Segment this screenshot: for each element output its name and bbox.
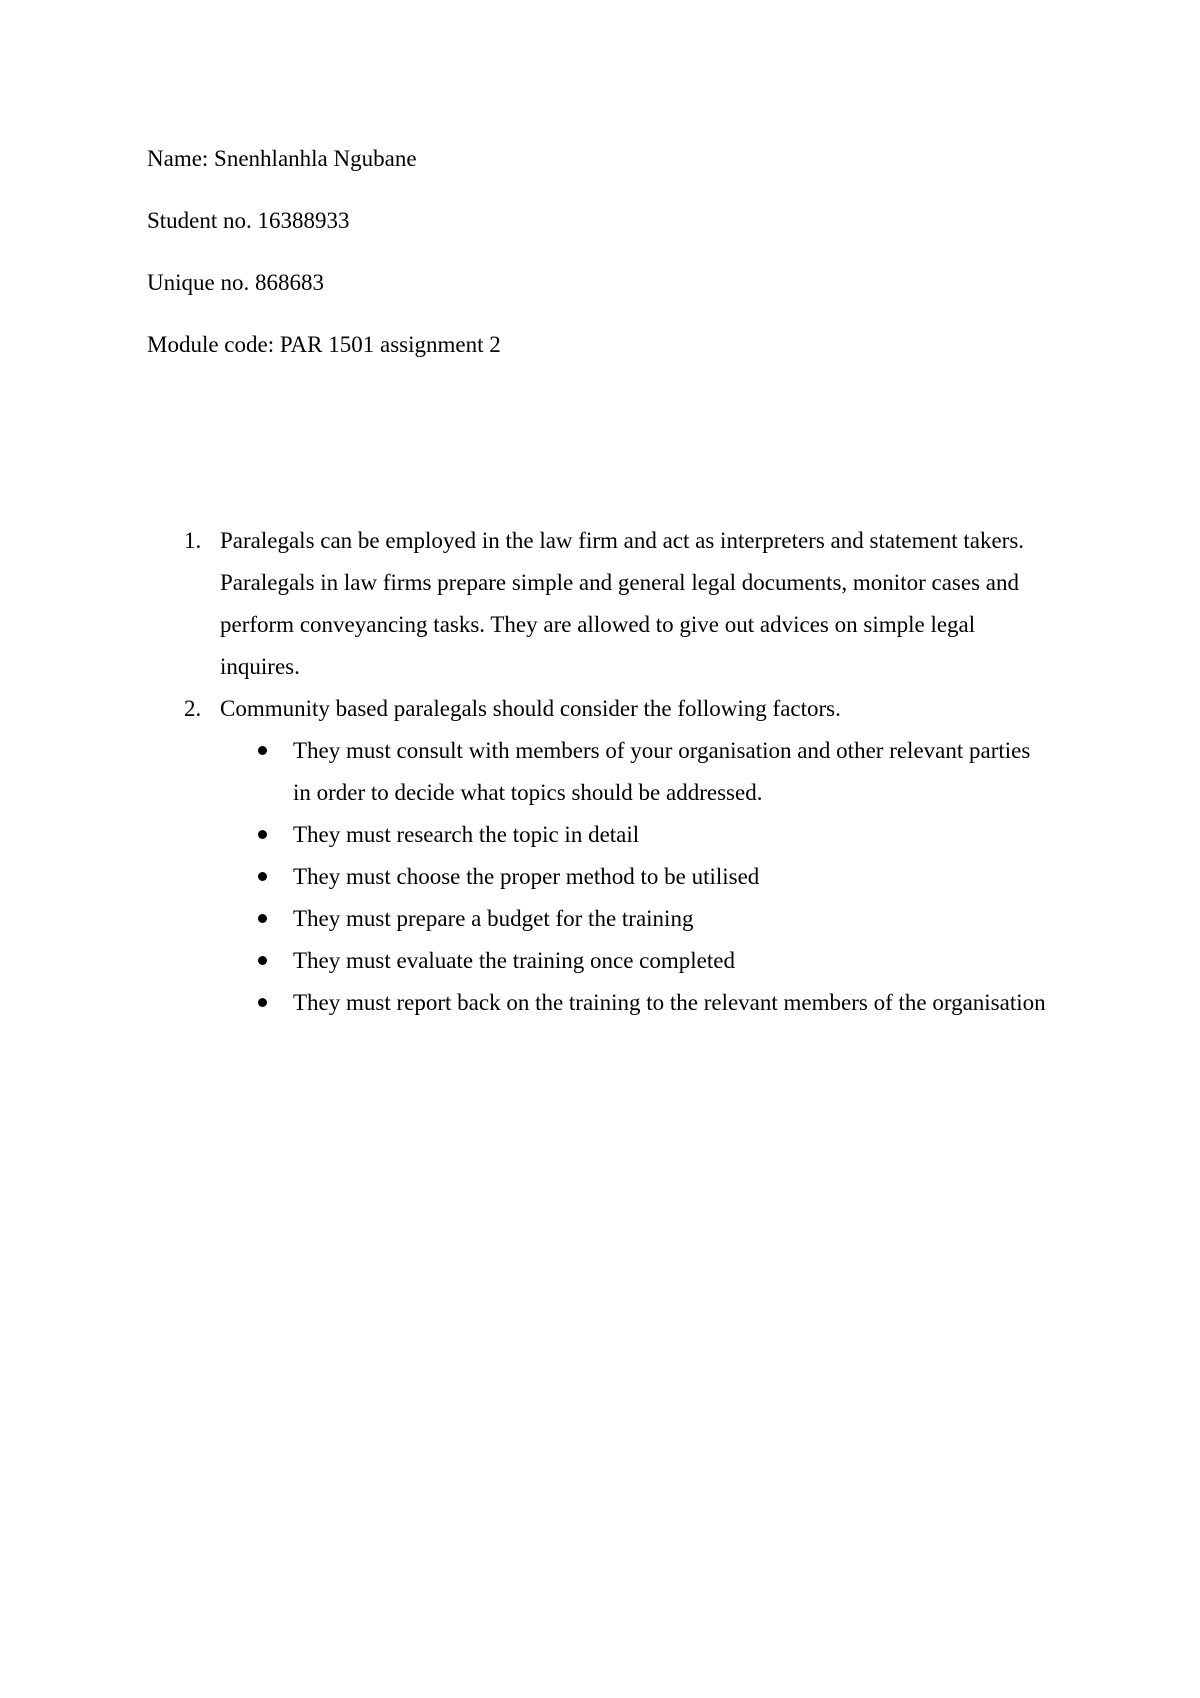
factor-item bbox=[220, 982, 1047, 1024]
module-code: Module code: PAR 1501 assignment 2 bbox=[147, 332, 501, 357]
factor-text: They must evaluate the training once completed bbox=[293, 948, 735, 973]
factor-item bbox=[220, 940, 1047, 982]
answer-2-number: 2. bbox=[184, 696, 202, 721]
answer-2 bbox=[147, 688, 1047, 1024]
bullet-icon bbox=[258, 830, 267, 839]
factor-text: They must consult with members of your organisation and other relevant parties in order to decide what topics should be addressed. bbox=[293, 738, 1031, 805]
answer-1-text: Paralegals can be employed in the law firm and act as interpreters and statement takers. Paralegals in law firms prepare simple and general legal documents, monitor cases and perform conveyancing tasks. They are allowed to give out advices on simple legal inquires. bbox=[220, 528, 1025, 679]
answer-2-text: Community based paralegals should consider the following factors. bbox=[220, 696, 841, 721]
factor-text: They must prepare a budget for the training bbox=[293, 906, 694, 931]
factor-text: They must choose the proper method to be utilised bbox=[293, 864, 760, 889]
factor-item bbox=[220, 730, 1047, 814]
factor-text: They must research the topic in detail bbox=[293, 822, 640, 847]
unique-number: Unique no. 868683 bbox=[147, 270, 324, 295]
bullet-icon bbox=[258, 998, 267, 1007]
factors-list bbox=[220, 730, 1047, 1024]
factor-item bbox=[220, 814, 1047, 856]
factor-text: They must report back on the training to the relevant members of the organisation bbox=[293, 990, 1046, 1015]
bullet-icon bbox=[258, 872, 267, 881]
factor-item bbox=[220, 898, 1047, 940]
student-details bbox=[147, 144, 1047, 392]
answer-1 bbox=[147, 520, 1047, 688]
student-name: Name: Snenhlanhla Ngubane bbox=[147, 146, 417, 171]
bullet-icon bbox=[258, 914, 267, 923]
answers-list bbox=[147, 520, 1047, 1024]
bullet-icon bbox=[258, 956, 267, 965]
bullet-icon bbox=[258, 746, 267, 755]
student-number: Student no. 16388933 bbox=[147, 208, 350, 233]
factor-item bbox=[220, 856, 1047, 898]
answer-1-number: 1. bbox=[184, 528, 202, 553]
